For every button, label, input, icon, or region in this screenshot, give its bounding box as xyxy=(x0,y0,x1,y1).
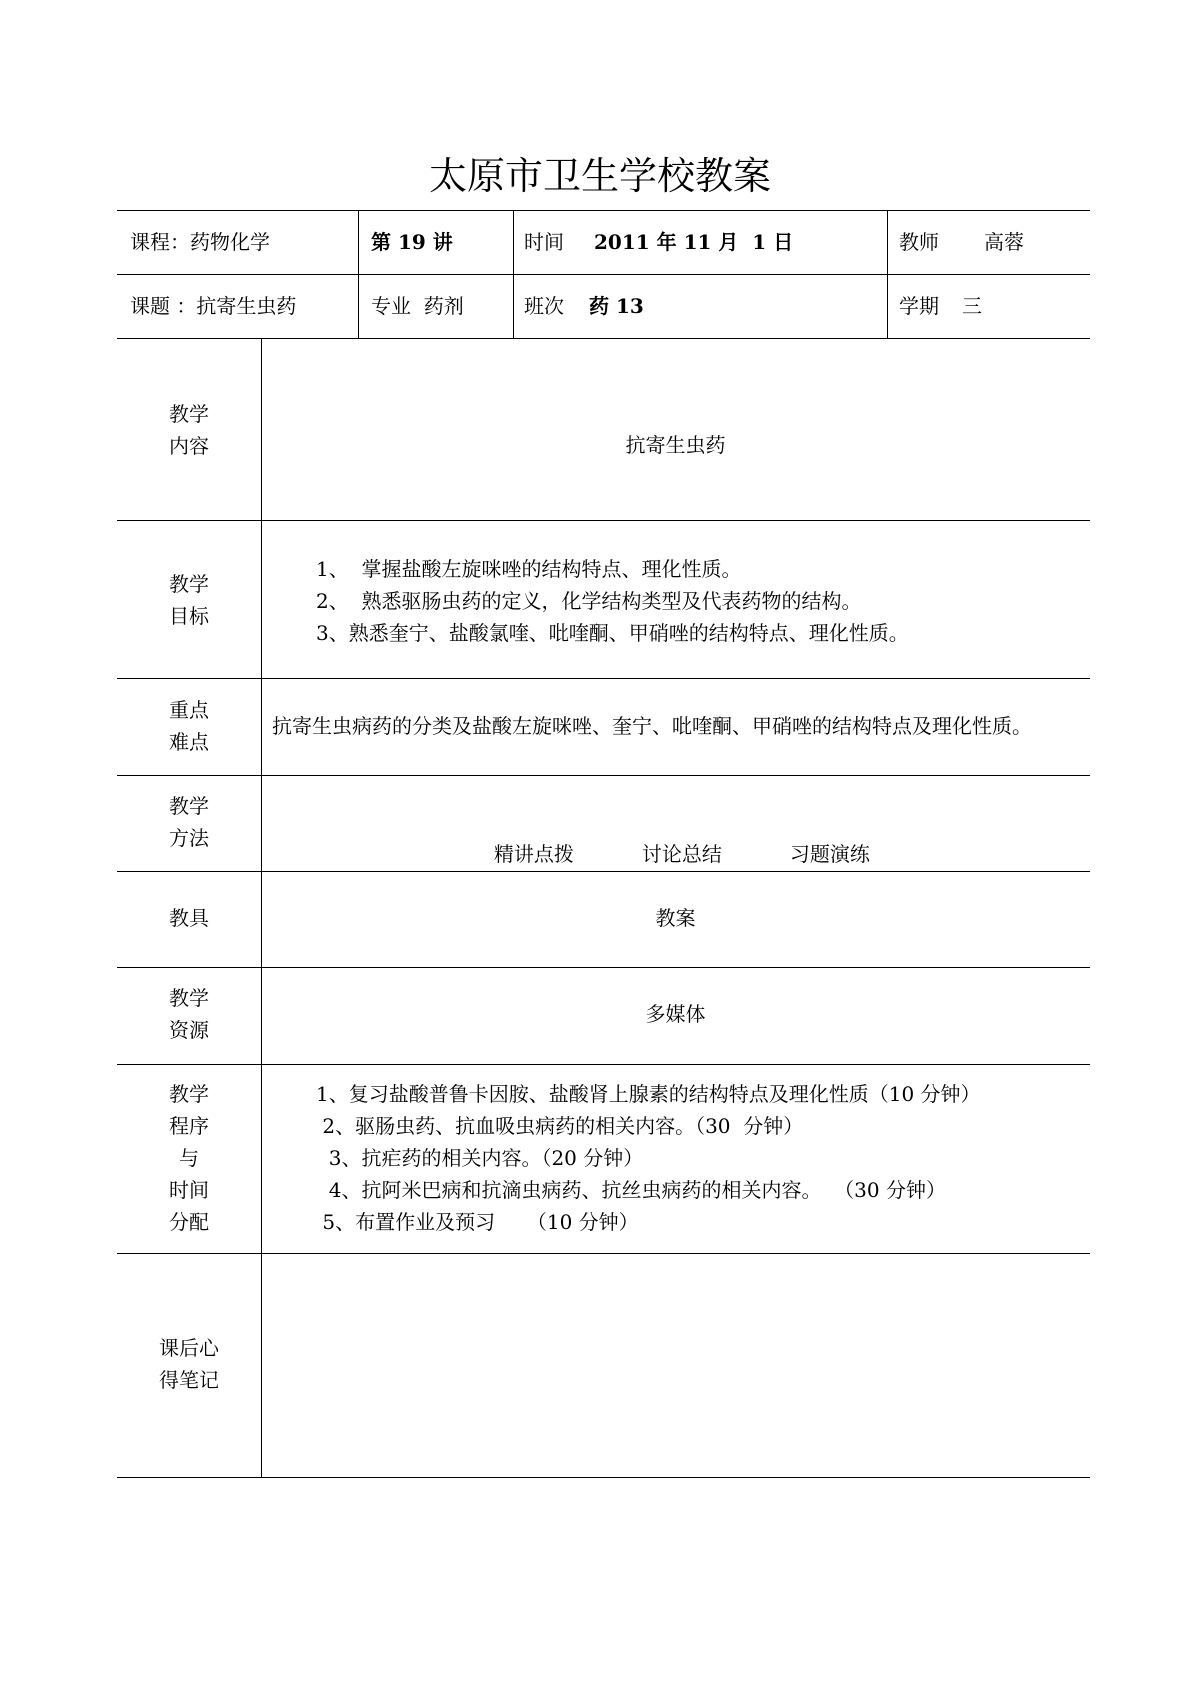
tools-value: 教案 xyxy=(655,906,696,930)
table-rule xyxy=(117,967,1090,968)
topic-cell: 课题 ：抗寄生虫药 xyxy=(130,294,297,318)
method-item: 精讲点拨 xyxy=(493,842,574,866)
table-rule-bottom xyxy=(117,1477,1090,1478)
term-value: 三 xyxy=(962,294,982,318)
methods-label: 教学 方法 xyxy=(169,794,209,850)
table-rule xyxy=(117,1253,1090,1254)
table-rule xyxy=(117,678,1090,679)
time-label: 时间 xyxy=(524,230,564,254)
content-label: 教学 内容 xyxy=(169,402,209,458)
procedure-label: 教学 程序 与 时间 分配 xyxy=(169,1082,209,1234)
major-cell: 专业 药剂 xyxy=(371,294,464,318)
document-title: 太原市卫生学校教案 xyxy=(428,154,771,198)
resources-label: 教学 资源 xyxy=(169,986,209,1042)
key-points-value: 抗寄生虫病药的分类及盐酸左旋咪唑、奎宁、吡喹酮、甲硝唑的结构特点及理化性质。 xyxy=(272,714,1032,738)
teacher-value: 高蓉 xyxy=(984,230,1024,254)
table-rule xyxy=(117,871,1090,872)
procedure-item: 4、抗阿米巴病和抗滴虫病药、抗丝虫病药的相关内容。 （30 分钟） xyxy=(316,1178,946,1202)
resources-value: 多媒体 xyxy=(645,1002,706,1026)
table-rule xyxy=(117,274,1090,275)
header-divider xyxy=(513,210,514,338)
tools-label: 教具 xyxy=(169,906,209,930)
class-label: 班次 xyxy=(524,294,564,318)
objective-item: 2、 熟悉驱肠虫药的定义，化学结构类型及代表药物的结构。 xyxy=(316,589,862,613)
procedure-item: 3、抗疟药的相关内容。（20 分钟） xyxy=(316,1146,644,1170)
objective-item: 1、 掌握盐酸左旋咪唑的结构特点、理化性质。 xyxy=(316,557,742,581)
procedure-item: 2、驱肠虫药、抗血吸虫病药的相关内容。（30 分钟） xyxy=(316,1114,804,1138)
lecture-cell: 第 19 讲 xyxy=(371,230,453,254)
table-rule xyxy=(117,338,1090,339)
content-value: 抗寄生虫药 xyxy=(625,433,726,457)
objectives-label: 教学 目标 xyxy=(169,572,209,628)
teacher-label: 教师 xyxy=(899,230,939,254)
header-divider xyxy=(358,210,359,338)
method-item: 讨论总结 xyxy=(641,842,722,866)
notes-label: 课后心 得笔记 xyxy=(159,1336,219,1392)
method-item: 习题演练 xyxy=(789,842,870,866)
table-rule xyxy=(117,1064,1090,1065)
table-rule-top xyxy=(117,210,1090,211)
table-rule xyxy=(117,520,1090,521)
term-label: 学期 xyxy=(899,294,939,318)
objective-item: 3、熟悉奎宁、盐酸氯喹、吡喹酮、甲硝唑的结构特点、理化性质。 xyxy=(316,621,909,645)
course-cell: 课程：药物化学 xyxy=(130,230,270,254)
header-divider xyxy=(887,210,888,338)
class-value: 药 13 xyxy=(589,294,644,318)
procedure-item: 5、布置作业及预习 （10 分钟） xyxy=(316,1210,639,1234)
key-points-label: 重点 难点 xyxy=(169,698,209,754)
table-rule xyxy=(117,775,1090,776)
procedure-item: 1、复习盐酸普鲁卡因胺、盐酸肾上腺素的结构特点及理化性质（10 分钟） xyxy=(316,1082,981,1106)
methods-list xyxy=(261,806,1090,870)
time-value: 2011 年 11 月 1 日 xyxy=(594,230,794,254)
